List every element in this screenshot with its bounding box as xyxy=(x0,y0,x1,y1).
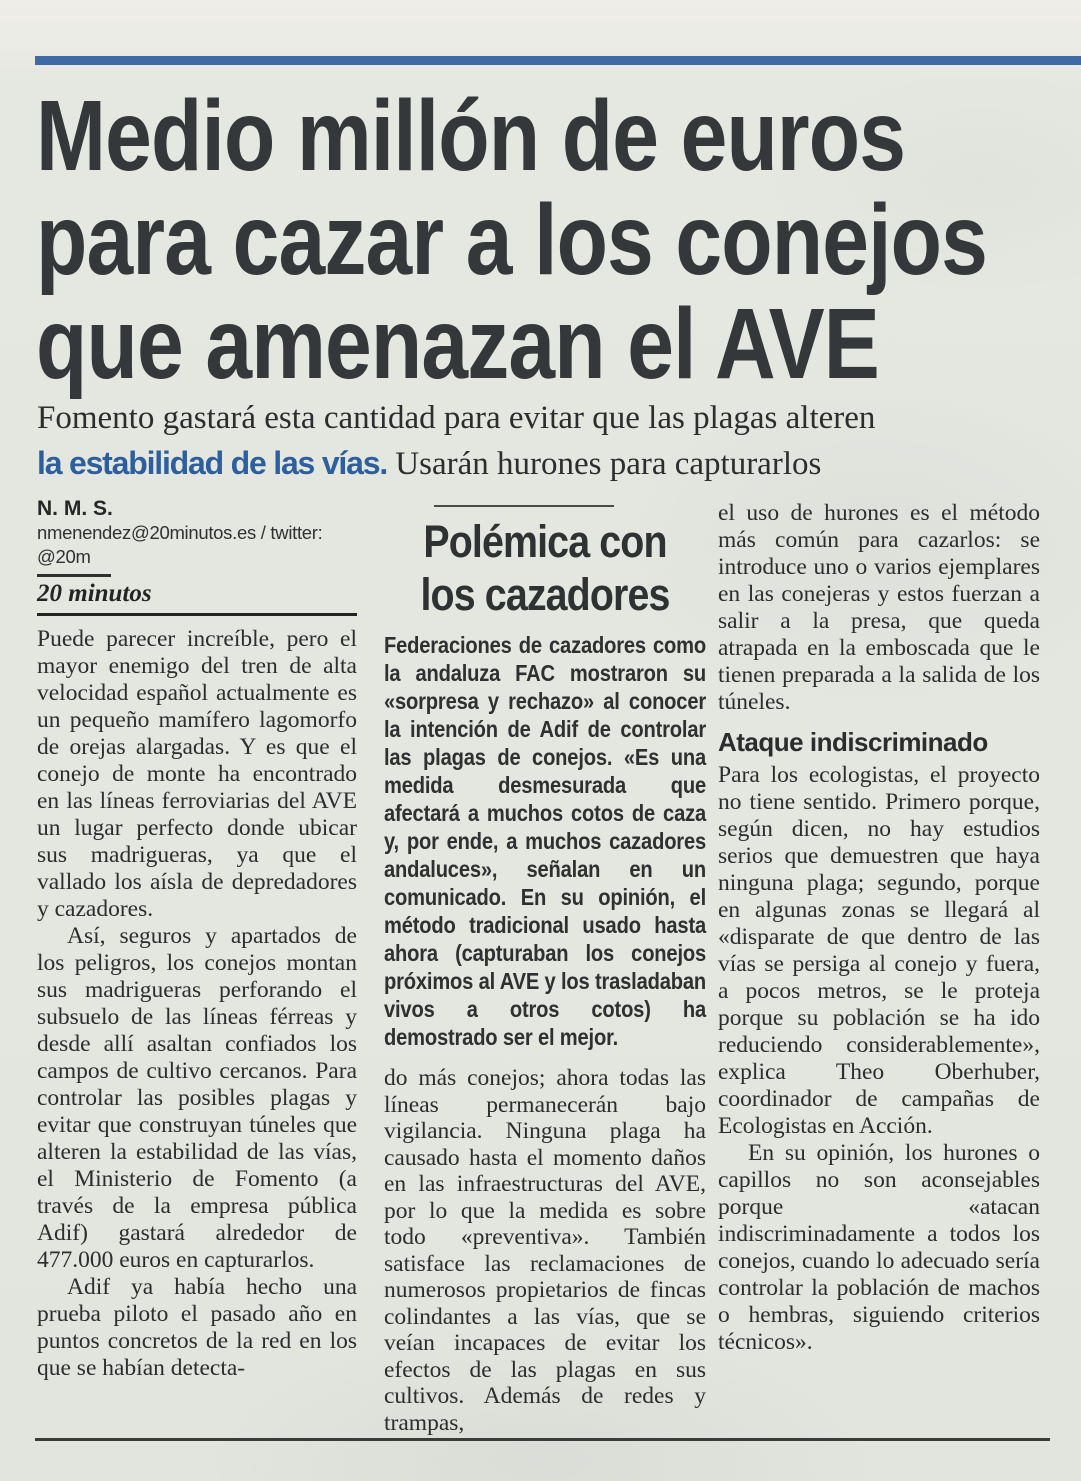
feature-box-body: Federaciones de cazadores como la andaluza FAC mostraron su «sorpresa y rechazo» al conocer la intención de Adif de controlar las plagas de conejos. «Es una medida desmesurada que afectará a muchos cotos de caza y, por ende, a muchos cazadores andaluces», señalan en un comunicado. En su opinión, el método tradicional usado hasta ahora (capturaban los conejos próximos al AVE y los trasladaban vivos a otros cotos) ha demostrado ser el mejor. xyxy=(384,632,706,1050)
section-accent-bar xyxy=(35,56,1081,65)
feature-box-heading-line1: Polémica con xyxy=(423,516,667,567)
headline-line-1: Medio millón de euros xyxy=(36,80,906,192)
paragraph: el uso de hurones es el método más común para cazarlos: se introduce uno o varios ejemplares en las conejeras y estos fuerzan a salir a la presa, que queda atrapada en la emboscada que le tienen preparada a la salida de los túneles. xyxy=(718,500,1040,715)
author-name: N. M. S. xyxy=(37,497,113,520)
paragraph: Para los ecologistas, el proyecto no tiene sentido. Primero porque, según dicen, no hay estudios serios que demuestren que haya ninguna plaga; segundo, porque en algunas zonas se llegará al «disparate de que dentro de las vías se persiga al conejo y fuera, a pocos metros, se le proteja porque su población se ha ido reduciendo considerablemente», explica Theo Oberhuber, coordinador de campañas de Ecologistas en Acción. xyxy=(718,762,1040,1139)
headline xyxy=(36,80,1081,400)
body-column-2 xyxy=(384,497,706,1436)
brand-name: 20 minutos xyxy=(37,580,152,607)
byline-rule-short xyxy=(37,574,111,577)
feature-box-heading-line2: los cazadores xyxy=(420,569,670,620)
author-contact: nmenendez@20minutos.es / twitter: @20m xyxy=(37,522,323,567)
paragraph: do más conejos; ahora todas las líneas permanecerán bajo vigilancia. Ninguna plaga ha causado hasta el momento daños en las infraestructuras del AVE, por lo que la medida es sobre todo «preventiva». También satisface las reclamaciones de numerosos propietarios de fincas colindantes a las vías, que se veían incapaces de evitar los efectos de las plagas en sus cultivos. Además de redes y trampas, xyxy=(384,1065,706,1436)
standfirst xyxy=(37,396,1047,487)
article-bottom-rule xyxy=(35,1438,1050,1441)
body-column-3 xyxy=(718,497,1040,1356)
paragraph: En su opinión, los hurones o capillos no son aconsejables porque «atacan indiscriminadamente a todos los conejos, cuando lo adecuado sería controlar la población de machos o hembras, siguiendo criterios técnicos». xyxy=(718,1140,1040,1355)
standfirst-line1: Fomento gastará esta cantidad para evitar que las plagas alteren xyxy=(37,400,876,436)
paragraph: Así, seguros y apartados de los peligros, los conejos montan sus madrigueras perforando el subsuelo de las líneas férreas y desde allí asaltan confiados los campos de cultivo cercanos. Para controlar las posibles plagas y evitar que construyan túneles que alteren la estabilidad de las vías, el Ministerio de Fomento (a través de la empresa pública Adif) gastará alrededor de 477.000 euros en capturarlos. xyxy=(37,923,357,1273)
standfirst-rest: Usarán hurones para capturarlos xyxy=(387,446,822,482)
standfirst-highlight: la estabilidad de las vías. xyxy=(37,445,388,481)
paragraph: Puede parecer increíble, pero el mayor enemigo del tren de alta velocidad español actualmente es un pequeño mamífero lagomorfo de orejas alargadas. Y es que el conejo de monte ha encontrado en las líneas ferroviarias del AVE un lugar perfecto donde ubicar sus madrigueras, ya que el vallado los aísla de depredadores y cazadores. xyxy=(37,626,357,922)
feature-box-heading xyxy=(384,515,706,621)
byline-rule-full xyxy=(37,613,357,616)
body-column-1 xyxy=(37,497,357,1382)
subhead-ataque-indiscriminado: Ataque indiscriminado xyxy=(718,727,988,757)
feature-box-rule xyxy=(434,505,614,507)
feature-box xyxy=(384,505,706,1051)
paragraph: Adif ya había hecho una prueba piloto el pasado año en puntos concretos de la red en los que se habían detecta- xyxy=(37,1274,357,1381)
byline-block xyxy=(37,497,357,616)
headline-line-3: que amenazan el AVE xyxy=(36,288,879,400)
headline-line-2: para cazar a los conejos xyxy=(36,184,987,296)
